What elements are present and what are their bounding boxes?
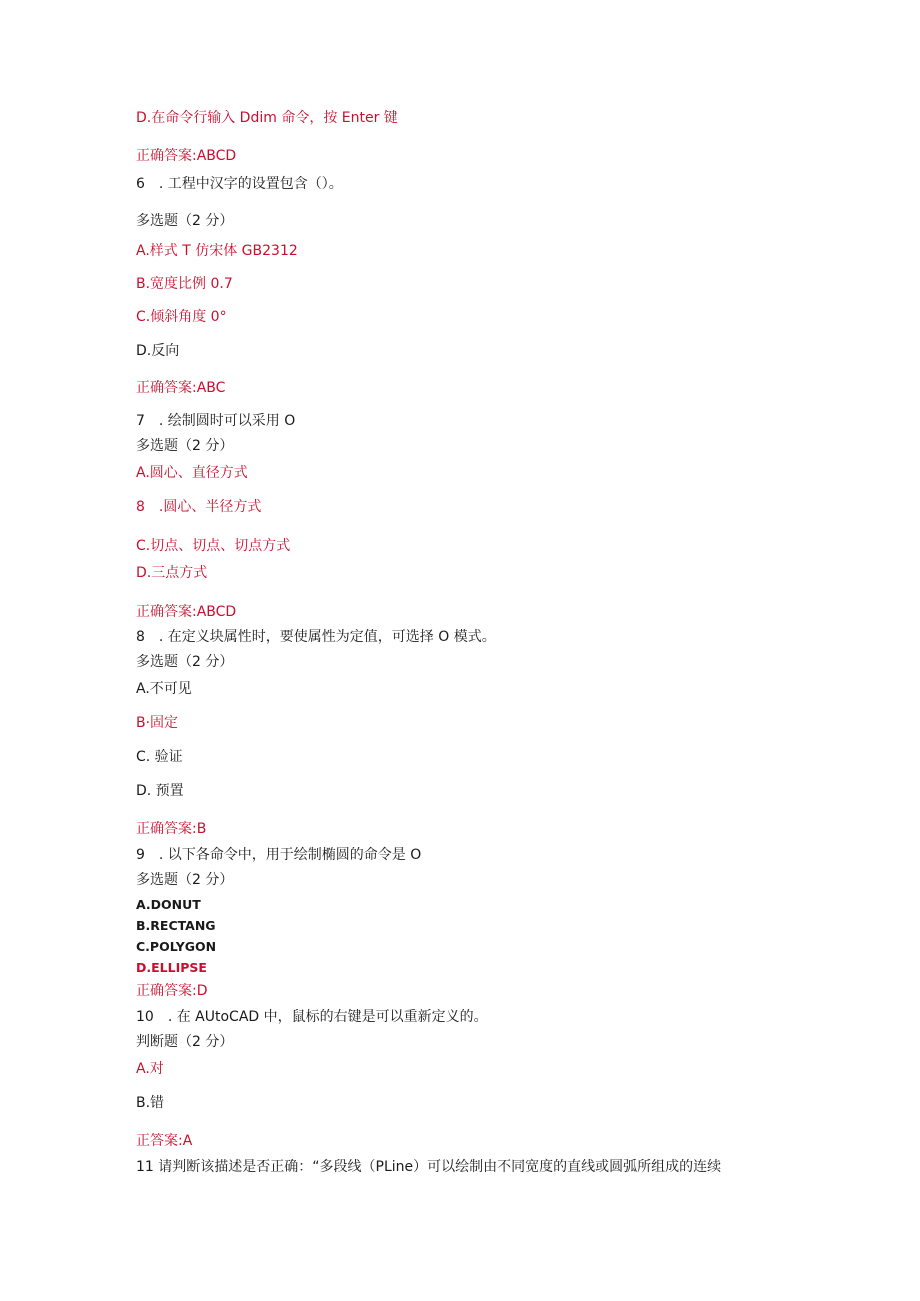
text-line-21: C. 验证 [136, 749, 183, 765]
text-line-23: 正确答案:B [136, 821, 207, 837]
text-line-36: 11 请判断该描述是否正确：“多段线（PLine）可以绘制由不同宽度的直线或圆弧所组成的连续 [136, 1159, 722, 1175]
text-line-15: D.三点方式 [136, 565, 208, 581]
text-line-24: 9 . 以下各命令中，用于绘制椭圆的命令是 O [136, 847, 422, 863]
text-line-19: A.不可见 [136, 681, 192, 697]
text-line-7: C.倾斜角度 0° [136, 309, 227, 325]
text-line-33: A.对 [136, 1061, 164, 1077]
text-line-35: 正答案:A [136, 1133, 193, 1149]
text-line-9: 正确答案:ABC [136, 380, 226, 396]
text-line-16: 正确答案:ABCD [136, 604, 237, 620]
text-line-3: 6 . 工程中汉字的设置包含（）。 [136, 176, 343, 192]
text-line-6: B.宽度比例 0.7 [136, 276, 233, 292]
text-line-26: A.DONUT [136, 897, 201, 912]
text-line-29: D.ELLIPSE [136, 960, 207, 975]
text-line-1: D.在命令行输入 Ddim 命令，按 Enter 键 [136, 110, 398, 126]
text-line-28: C.POLYGON [136, 939, 217, 954]
text-line-30: 正确答案:D [136, 983, 208, 999]
text-line-25: 多选题（2 分） [136, 872, 234, 888]
text-line-22: D. 预置 [136, 783, 184, 799]
text-line-27: B.RECTANG [136, 918, 216, 933]
text-line-34: B.错 [136, 1095, 165, 1111]
text-line-32: 判断题（2 分） [136, 1034, 234, 1050]
text-line-4: 多选题（2 分） [136, 213, 234, 229]
text-line-14: C.切点、切点、切点方式 [136, 538, 291, 554]
text-line-20: B·固定 [136, 715, 179, 731]
text-line-10: 7 . 绘制圆时可以采用 O [136, 413, 296, 429]
text-line-2: 正确答案:ABCD [136, 148, 237, 164]
text-line-12: A.圆心、直径方式 [136, 465, 248, 481]
text-line-31: 10 . 在 AUtoCAD 中，鼠标的右键是可以重新定义的。 [136, 1009, 488, 1025]
text-line-18: 多选题（2 分） [136, 654, 234, 670]
text-line-17: 8 . 在定义块属性时，要使属性为定值，可选择 O 模式。 [136, 629, 496, 645]
text-line-11: 多选题（2 分） [136, 438, 234, 454]
text-line-5: A.样式 T 仿宋体 GB2312 [136, 243, 298, 259]
text-line-8: D.反向 [136, 343, 180, 359]
text-line-13: 8 .圆心、半径方式 [136, 499, 262, 515]
